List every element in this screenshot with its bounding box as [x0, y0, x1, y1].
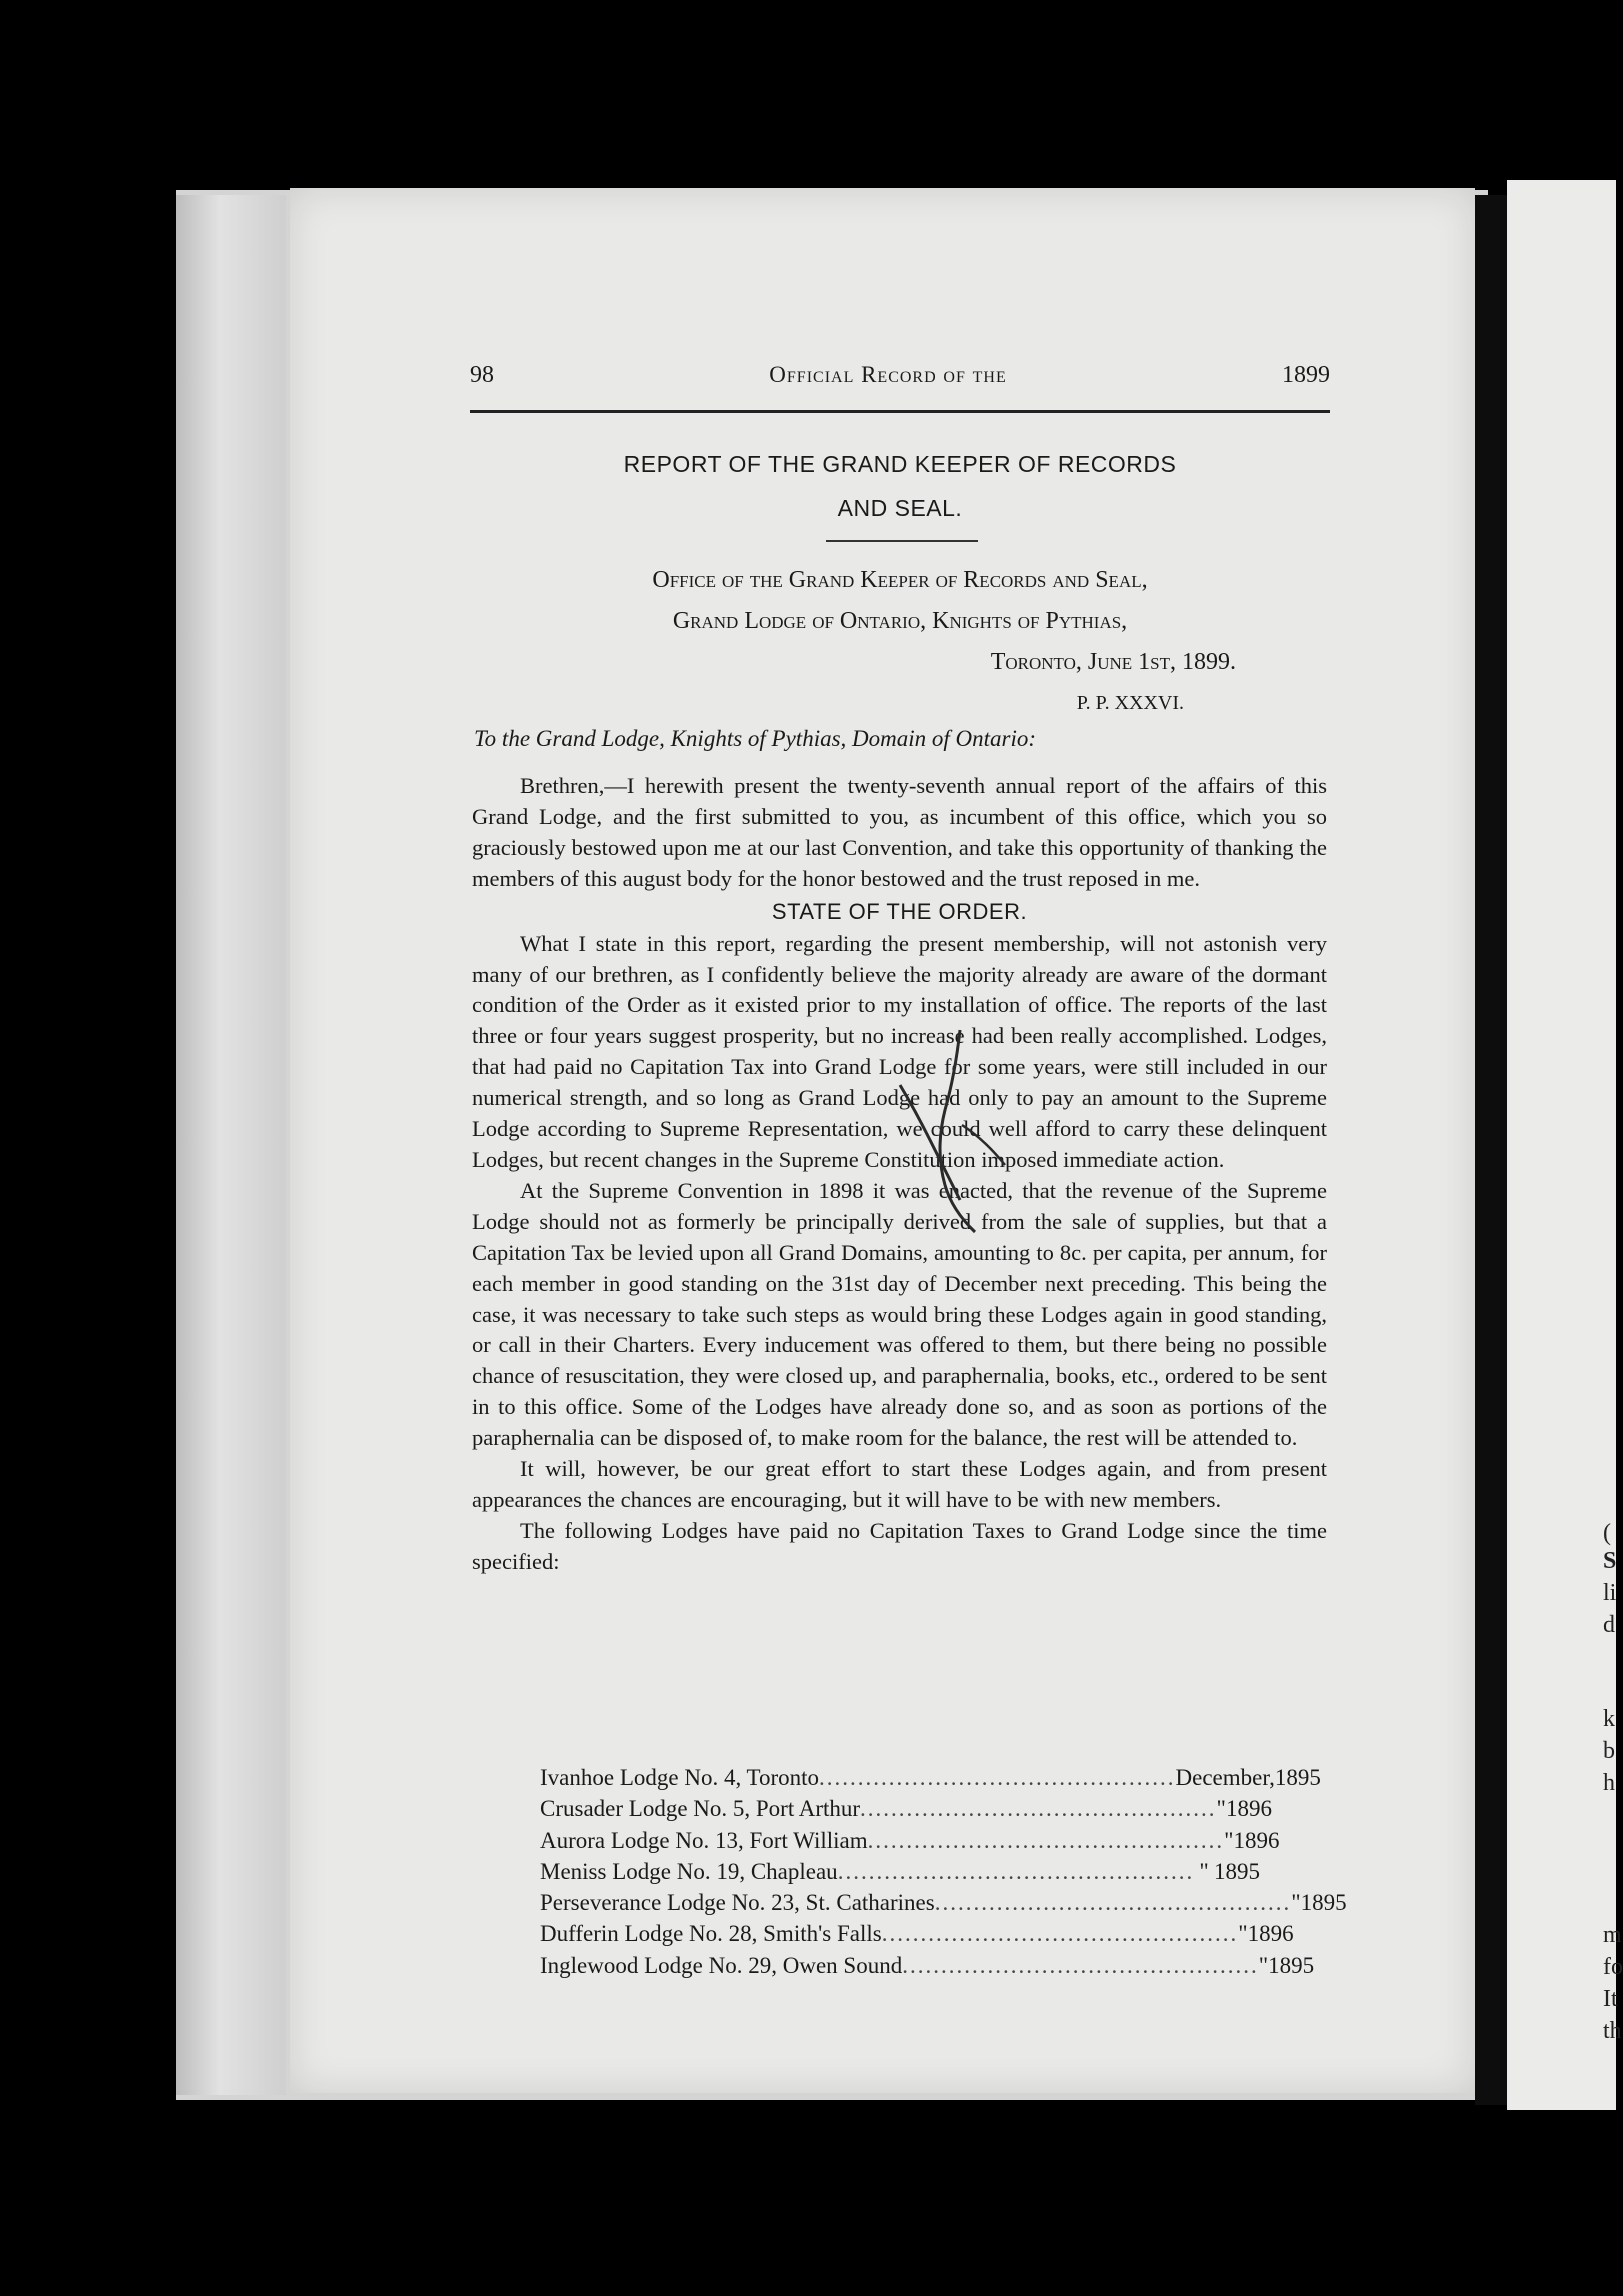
paragraph: At the Supreme Convention in 1898 it was enacted, that the revenue of the Supreme Lodge should not as formerly be principally derived from the sale of supplies, but that a Capitation Tax be levied upon all Grand Domains, amounting to 8c. per capita, per annum, for each member in good standing on the 31st day of December next preceding. This being the case, it was necessary to take such steps as would bring these Lodges again in good standing, or call in their Charters. Every inducement was offered to them, but there being no possible chance of resuscitation, they were closed up, and paraphernalia, books, etc., ordered to be sent in to this office. Some of the Lodges have already done so, and as soon as portions of the paraphernalia can be disposed of, to make room for the balance, the rest will be attended to.	[472, 1177, 1327, 1451]
lodge-month: "	[1216, 1796, 1226, 1822]
next-page-fragment: h	[1603, 1770, 1615, 1796]
lodge-month: "	[1291, 1890, 1301, 1916]
report-title-line: AND SEAL.	[837, 495, 963, 521]
title-divider	[826, 540, 978, 542]
next-page-edge	[1507, 180, 1623, 2110]
lodge-year: 1896	[1225, 1796, 1272, 1822]
lodge-year: 1895	[1274, 1765, 1321, 1790]
running-head	[470, 362, 1330, 413]
next-page-fragment: d	[1603, 1612, 1615, 1638]
list-item	[540, 1887, 1347, 1918]
leader-dots: ..............................................	[819, 1765, 1176, 1790]
lodge-month: December,	[1175, 1765, 1275, 1790]
header-year: 1899	[1282, 362, 1330, 388]
lodge-month: "	[1258, 1952, 1269, 1978]
salutation: To the Grand Lodge, Knights of Pythias, Domain of Ontario:	[474, 726, 1037, 751]
lodge-year: 1895	[1300, 1890, 1347, 1916]
period-line: P. P. XXXVI.	[1076, 692, 1184, 714]
report-title	[470, 442, 1330, 530]
list-item	[540, 1950, 1315, 1981]
lodge-month: "	[1224, 1827, 1234, 1853]
office-line: Grand Lodge of Ontario, Knights of Pythias,	[672, 608, 1128, 634]
lodge-name: Crusader Lodge No. 5, Port Arthur	[540, 1796, 861, 1822]
section-heading: STATE OF THE ORDER.	[771, 898, 1028, 924]
leader-dots: ..............................................	[837, 1858, 1195, 1884]
paragraph: Brethren,—I herewith present the twenty-seventh annual report of the affairs of this Grand Lodge, and the first submitted to you, as incumbent of this office, which you so graciously bestowed upon me at our last Convention, and take this opportunity of thanking the members of this august body for the honor bestowed and the trust reposed in me.	[472, 773, 1327, 891]
next-page-fragment: b	[1603, 1738, 1615, 1764]
book-spine	[1475, 195, 1507, 2105]
lodge-name: Ivanhoe Lodge No. 4, Toronto	[540, 1765, 820, 1790]
lodge-name: Dufferin Lodge No. 28, Smith's Falls	[540, 1921, 882, 1947]
lodge-name: Meniss Lodge No. 19, Chapleau	[540, 1858, 838, 1884]
list-item	[540, 1793, 1272, 1824]
office-address-block	[470, 560, 1330, 724]
office-line: Office of the Grand Keeper of Records and Seal,	[652, 567, 1148, 593]
running-title: Official Record of the	[769, 362, 1007, 387]
lodge-list	[540, 1762, 1347, 1981]
lodge-year: 1896	[1247, 1921, 1294, 1947]
lodge-year: 1895	[1268, 1952, 1315, 1978]
next-page-fragment: li	[1603, 1580, 1617, 1606]
page-number: 98	[470, 362, 494, 388]
next-page-fragment: m	[1603, 1922, 1622, 1948]
leader-dots: ..............................................	[867, 1827, 1225, 1853]
paragraph: What I state in this report, regarding the present membership, will not astonish very many of our brethren, as I confidently believe the majority already are aware of the dormant condition of the Order as it existed prior to my installation of office. The reports of the last three or four years suggest prosperity, but no increase had been really accomplished. Lodges, that had paid no Capitation Tax into Grand Lodge for some years, were still included in our numerical strength, and so long as Grand Lodge had only to pay an amount to the Supreme Lodge according to Supreme Representation, we could well afford to carry these delinquent Lodges, but recent changes in the Supreme Constitution imposed immediate action.	[472, 930, 1327, 1172]
report-title-line: REPORT OF THE GRAND KEEPER OF RECORDS	[623, 451, 1177, 477]
lodge-month: "	[1199, 1858, 1209, 1884]
lodge-name: Aurora Lodge No. 13, Fort William	[540, 1827, 868, 1853]
list-item	[540, 1825, 1280, 1856]
previous-page-edge	[176, 195, 286, 2095]
paragraph: It will, however, be our great effort to start these Lodges again, and from present appearances the chances are encouraging, but it will have to be with new members.	[472, 1456, 1327, 1512]
lodge-name: Inglewood Lodge No. 29, Owen Sound	[540, 1952, 903, 1978]
lodge-year: 1896	[1233, 1827, 1280, 1853]
paragraph: The following Lodges have paid no Capitation Taxes to Grand Lodge since the time specified:	[472, 1517, 1327, 1574]
next-page-fragment: th	[1603, 2018, 1622, 2044]
lodge-year: 1895	[1214, 1858, 1260, 1884]
next-page-fragment: k	[1603, 1706, 1615, 1732]
report-body	[472, 771, 1327, 1578]
list-item	[540, 1762, 1321, 1793]
leader-dots: ..............................................	[860, 1796, 1217, 1822]
list-item	[540, 1918, 1294, 1949]
next-page-fragment: S	[1603, 1548, 1617, 1574]
next-page-fragment: It	[1603, 1986, 1618, 2012]
dateline: Toronto, June 1st, 1899.	[990, 649, 1236, 675]
lodge-month: "	[1238, 1921, 1248, 1947]
next-page-fragment: (	[1603, 1520, 1611, 1546]
leader-dots: ..............................................	[934, 1890, 1292, 1916]
leader-dots: ..............................................	[902, 1952, 1259, 1978]
leader-dots: ..............................................	[881, 1921, 1239, 1947]
next-page-fragment: fo	[1603, 1954, 1623, 1980]
list-item	[540, 1856, 1260, 1887]
lodge-name: Perseverance Lodge No. 23, St. Catharines	[540, 1890, 935, 1916]
